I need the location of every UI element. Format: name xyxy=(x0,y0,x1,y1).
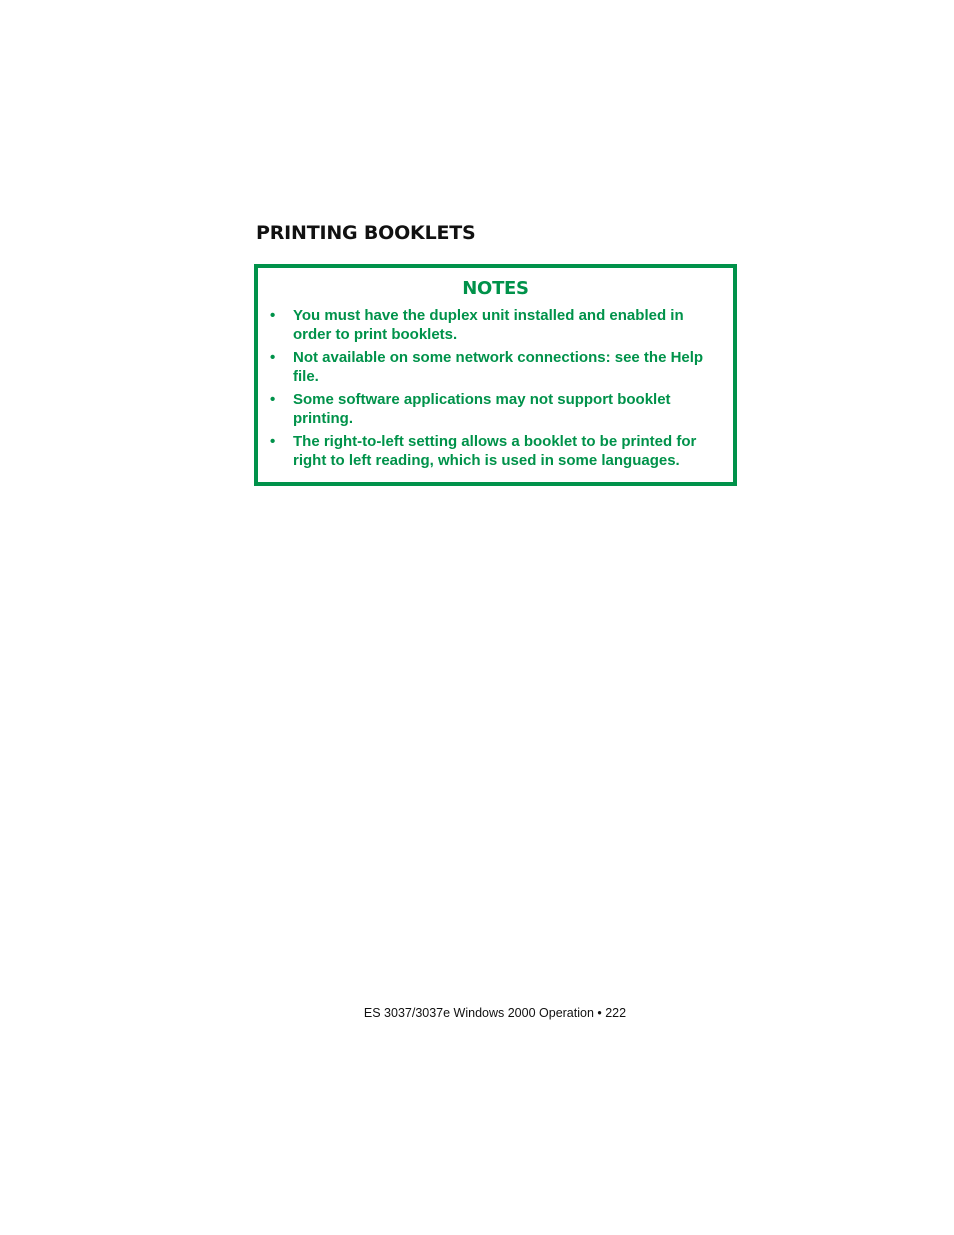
note-text: The right-to-left setting allows a booklet to be printed for right to left reading, which is used in some languages. xyxy=(293,433,697,469)
note-text: Some software applications may not support booklet printing. xyxy=(293,391,671,427)
page-footer: ES 3037/3037e Windows 2000 Operation • 222 xyxy=(363,1006,627,1020)
note-item xyxy=(270,348,720,386)
page-title: PRINTING BOOKLETS xyxy=(256,222,476,244)
note-item xyxy=(270,306,720,344)
note-item xyxy=(270,390,720,428)
note-item xyxy=(270,432,720,470)
bullet-icon: • xyxy=(270,391,276,408)
notes-box xyxy=(254,264,737,486)
note-text: Not available on some network connections: see the Help file. xyxy=(293,349,704,385)
notes-heading: NOTES xyxy=(462,278,529,299)
bullet-icon: • xyxy=(270,433,276,450)
bullet-icon: • xyxy=(270,349,276,366)
bullet-icon: • xyxy=(270,307,276,324)
note-text: You must have the duplex unit installed and enabled in order to print booklets. xyxy=(293,307,684,343)
notes-list xyxy=(270,306,720,474)
